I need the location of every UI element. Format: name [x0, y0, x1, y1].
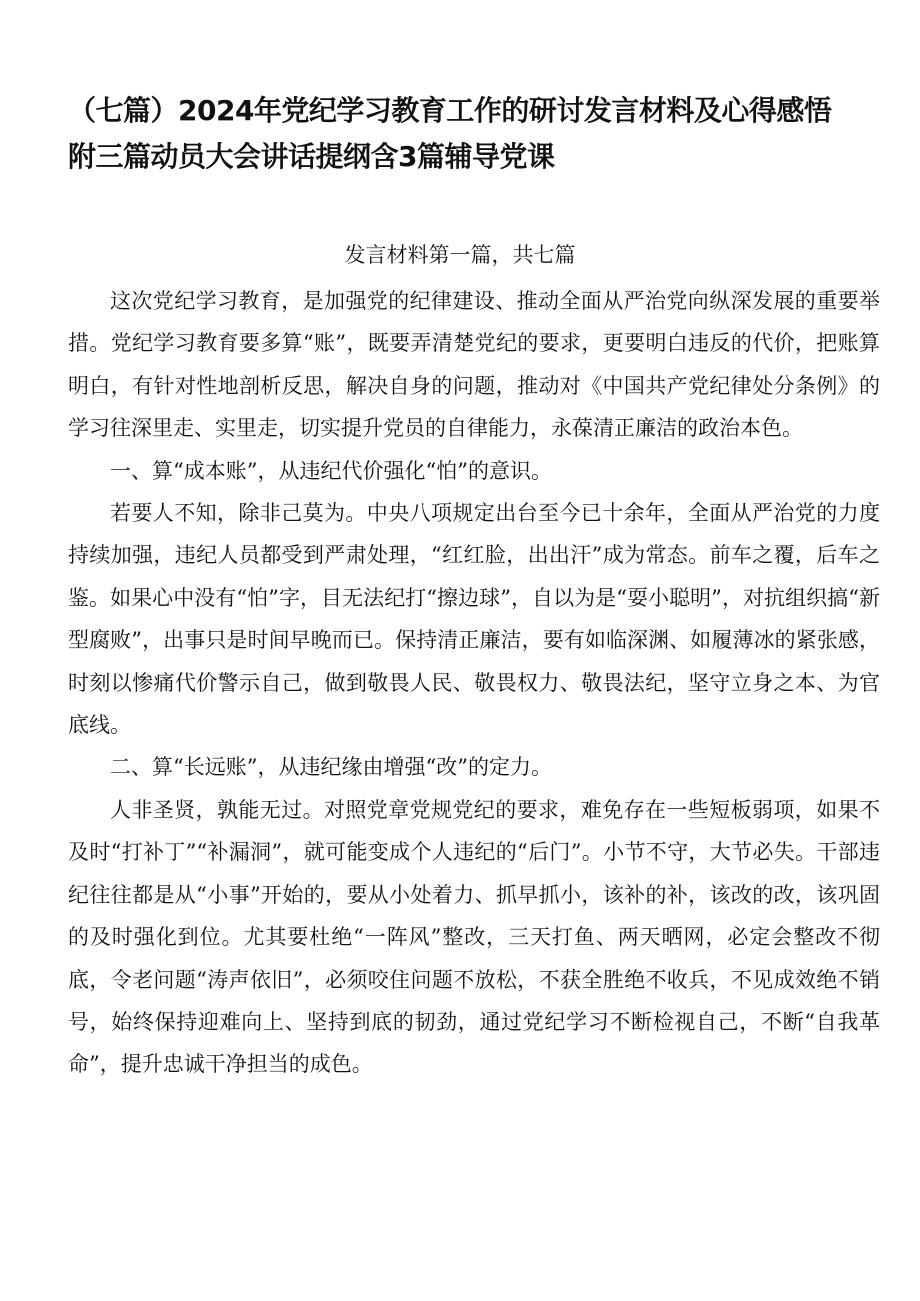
section-heading-2: 二、算“长远账”，从违纪缘由增强“改”的定力。: [110, 755, 552, 780]
document-title-line-2: 附三篇动员大会讲话提纲含3篇辅导党课: [68, 140, 555, 173]
document-title: [68, 88, 868, 180]
paragraph-section-1: 若要人不知，除非己莫为。中央八项规定出台至今已十余年，全面从严治党的力度持续加强，违纪人员都受到严肃处理，“红红脸，出出汗”成为常态。前车之覆，后车之鉴。如果心中没有“怕”字，目无法纪打“擦边球”，自以为是“耍小聪明”，对抗组织搞“新型腐败”，出事只是时间早晚而已。保持清正廉洁，要有如临深渊、如履薄冰的紧张感，时刻以惨痛代价警示自己，做到敬畏人民、敬畏权力、敬畏法纪，坚守立身之本、为官底线。: [68, 501, 880, 738]
section-subtitle: 发言材料第一篇，共七篇: [344, 243, 576, 267]
section-heading-1: 一、算“成本账”，从违纪代价强化“怕”的意识。: [110, 458, 552, 483]
document-title-line-1: （七篇）2024年党纪学习教育工作的研讨发言材料及心得感悟: [68, 94, 832, 127]
document-body: [68, 280, 880, 1086]
paragraph-section-2: 人非圣贤，孰能无过。对照党章党规党纪的要求，难免存在一些短板弱项，如果不及时“打补丁”“补漏洞”，就可能变成个人违纪的“后门”。小节不守，大节必失。干部违纪往往都是从“小事”开始的，要从小处着力、抓早抓小，该补的补，该改的改，该巩固的及时强化到位。尤其要杜绝“一阵风”整改，三天打鱼、两天晒网，必定会整改不彻底，令老问题“涛声依旧”，必须咬住问题不放松，不获全胜绝不收兵，不见成效绝不销号，始终保持迎难向上、坚持到底的韧劲，通过党纪学习不断检视自己，不断“自我革命”，提升忠诚干净担当的成色。: [68, 797, 880, 1077]
paragraph-intro: 这次党纪学习教育，是加强党的纪律建设、推动全面从严治党向纵深发展的重要举措。党纪学习教育要多算“账”，既要弄清楚党纪的要求，更要明白违反的代价，把账算明白，有针对性地剖析反思，解决自身的问题，推动对《中国共产党纪律处分条例》的学习往深里走、实里走，切实提升党员的自律能力，永葆清正廉洁的政治本色。: [68, 289, 880, 441]
